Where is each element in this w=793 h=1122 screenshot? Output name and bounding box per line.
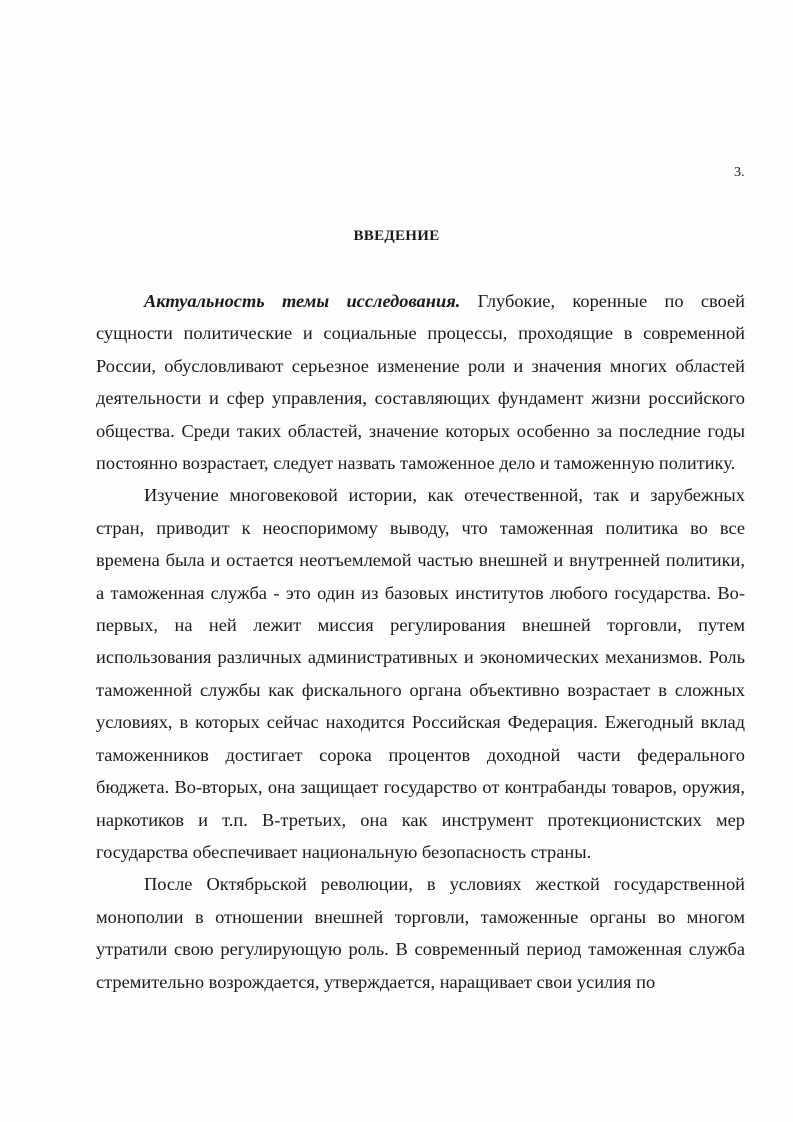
paragraph-3: После Октябрьской революции, в условиях жесткой государственной монополии в отношении внешней торговли, таможенные органы во многом утратили свою регулирующую роль. В современный период таможенная служба стремительно возрождается, утверждается, наращивает свои усилия по [96,874,745,992]
paragraph-lead: Актуальность темы исследования. [144,291,461,311]
paragraph-1 [96,285,745,479]
body-text [96,285,745,998]
paragraph-text: Глубокие, коренные по своей сущности политические и социальные процессы, проходящие в современной России, обусловливают серьезное изменение роли и значения многих областей деятельности и сфер управления, составляющих фундамент жизни российского общества. Среди таких областей, значение которых особенно за последние годы постоянно возрастает, следует назвать таможенное дело и таможенную политику. [96,291,745,474]
section-heading: ВВЕДЕНИЕ [353,228,440,244]
page-number: 3. [734,165,745,180]
paragraph-2: Изучение многовековой истории, как отечественной, так и зарубежных стран, приводит к неоспоримому выводу, что таможенная политика во все времена была и остается неотъемлемой частью внешней и внутренней политики, а таможенная служба - это один из базовых институтов любого государства. Во-первых, на ней лежит миссия регулирования внешней торговли, путем использования различных административных и экономических механизмов. Роль таможенной службы как фискального органа объективно возрастает в сложных условиях, в которых сейчас находится Российская Федерация. Ежегодный вклад таможенников достигает сорока процентов доходной части федерального бюджета. Во-вторых, она защищает государство от контрабанды товаров, оружия, наркотиков и т.п. В-третьих, она как инструмент протекционистских мер государства обеспечивает национальную безопасность страны. [96,485,745,862]
